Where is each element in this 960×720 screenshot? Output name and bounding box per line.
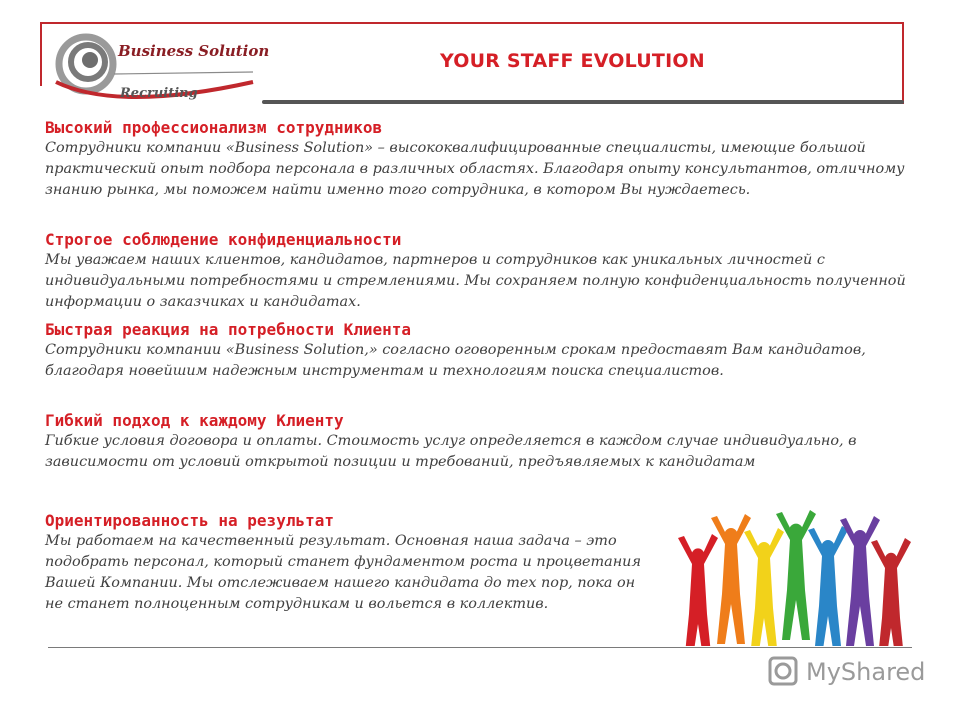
section-flexible-approach xyxy=(45,410,925,473)
section-body: Сотрудники компании «Business Solution» – высококвалифицированные специалисты, имеющие большой практический опыт подбора персонала в различных областях. Благодаря опыту консультантов, отличному знанию рынка, мы поможем найти именно того сотрудника, в котором Вы нуждаетесь. xyxy=(45,140,905,198)
section-body: Мы уважаем наших клиентов, кандидатов, партнеров и сотрудников как уникальных личностей с индивидуальными потребностями и стремлениями. Мы сохраняем полную конфиденциальность полученной информации о заказчиках и кандидатах. xyxy=(45,252,906,310)
people-icon xyxy=(676,506,926,646)
header-rule xyxy=(262,100,904,104)
section-heading: Быстрая реакция на потребности Клиента xyxy=(45,320,412,339)
bottom-rule xyxy=(48,647,912,648)
logo-recruiting: Recruiting xyxy=(120,86,198,101)
person-figure xyxy=(744,528,784,646)
section-confidentiality xyxy=(45,229,925,313)
section-body: Сотрудники компании «Business Solution,» согласно оговоренным срокам предоставят Вам кандидатов, благодаря новейшим надежным инструментам и технологиям поиска специалистов. xyxy=(45,342,866,379)
person-figure xyxy=(808,526,848,646)
section-body: Гибкие условия договора и оплаты. Стоимость услуг определяется в каждом случае индивидуально, в зависимости от условий открытой позиции и требований, предъявляемых к кандидатам xyxy=(45,433,857,470)
section-body: Мы работаем на качественный результат. Основная наша задача – это подобрать персонал, который станет фундаментом роста и процветания Вашей Компании. Мы отслеживаем нашего кандидата до тех пор, пока он не станет полноценным сотрудникам и вольется в коллектив. xyxy=(45,533,641,612)
person-figure xyxy=(678,534,718,646)
myshared-logo-icon xyxy=(766,654,802,690)
myshared-watermark xyxy=(766,654,926,694)
logo-business-solution: Business Solution xyxy=(118,42,270,60)
section-heading: Строгое соблюдение конфиденциальности xyxy=(45,230,402,249)
section-heading: Ориентированность на результат xyxy=(45,511,334,530)
section-fast-response xyxy=(45,319,925,382)
section-result-oriented xyxy=(45,510,645,615)
colorful-people-illustration xyxy=(676,506,926,646)
section-heading: Гибкий подход к каждому Клиенту xyxy=(45,411,344,430)
section-professionalism xyxy=(45,117,925,201)
frame-left-line xyxy=(40,22,42,86)
company-logo xyxy=(48,30,270,110)
slide-title: YOUR STAFF EVOLUTION xyxy=(440,50,705,72)
watermark-text: MyShared xyxy=(806,658,926,686)
frame-right-line xyxy=(902,22,904,104)
person-figure xyxy=(871,538,911,646)
person-figure xyxy=(840,516,880,646)
section-heading: Высокий профессионализм сотрудников xyxy=(45,118,383,137)
frame-top-line xyxy=(40,22,904,24)
